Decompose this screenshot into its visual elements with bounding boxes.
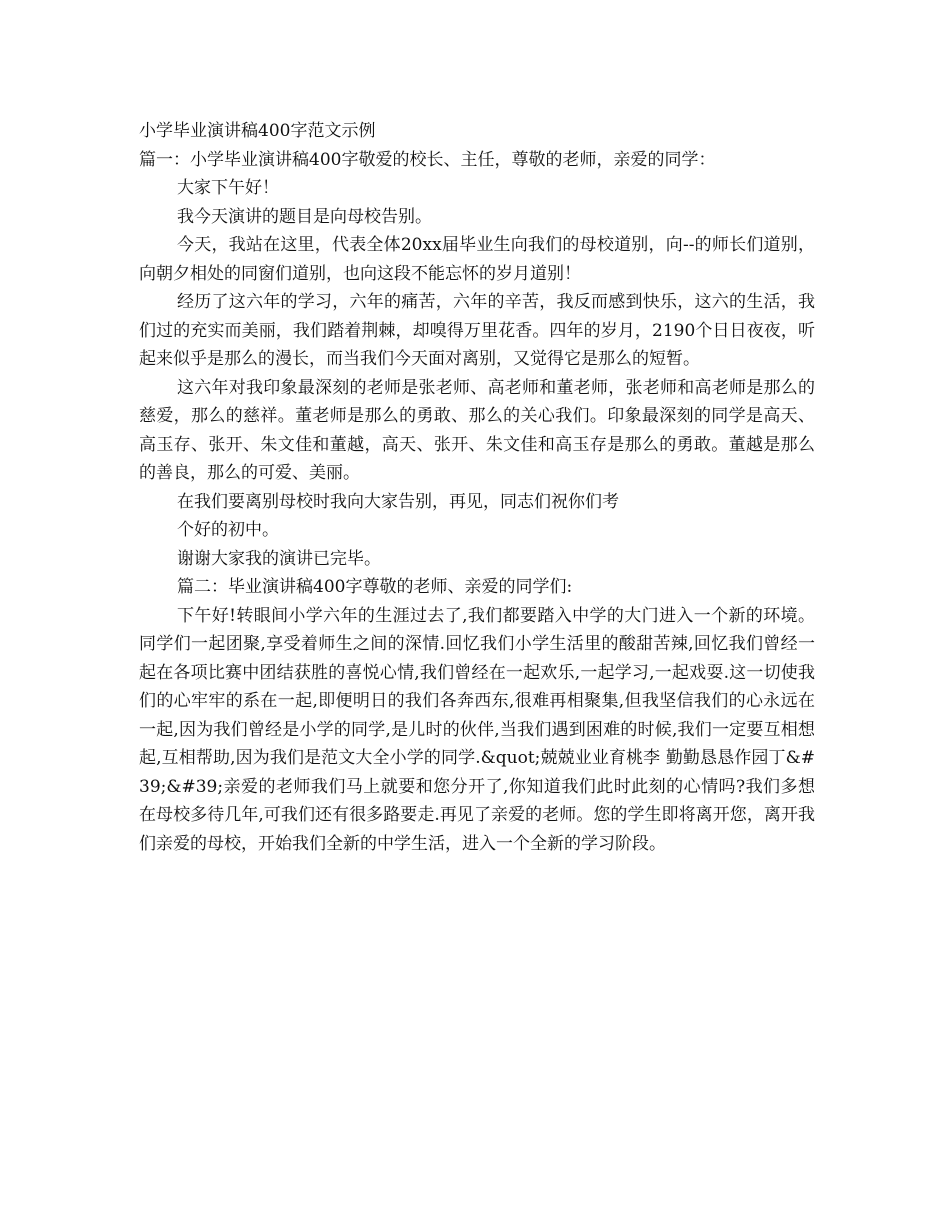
paragraph: 大家下午好！	[177, 178, 279, 198]
section2-heading: 篇二：毕业演讲稿400字尊敬的老师、亲爱的同学们:	[177, 577, 573, 597]
paragraph: 这六年对我印象最深刻的老师是张老师、高老师和董老师，张老师和高老师是那么的慈爱，那么的慈祥。董老师是那么的勇敢、那么的关心我们。印象最深刻的同学是高天、高玉存、张开、朱文佳和董越，高天、张开、朱文佳和高玉存是那么的勇敢。董越是那么的善良，那么的可爱、美丽。	[139, 377, 815, 483]
section2-body: 下午好!转眼间小学六年的生涯过去了,我们都要踏入中学的大门进入一个新的环境。同学们一起团聚,享受着师生之间的深情.回忆我们小学生活里的酸甜苦辣,回忆我们曾经一起在各项比赛中团结获胜的喜悦心情,我们曾经在一起欢乐,一起学习,一起戏耍.这一切使我们的心牢牢的系在一起,即便明日的我们各奔西东,很难再相聚集,但我坚信我们的心永远在一起,因为我们曾经是小学的同学,是儿时的伙伴,当我们遇到困难的时候,我们一定要互相想起,互相帮助,因为我们是范文大全小学的同学.&quot;兢兢业业育桃李 勤勤恳恳作园丁&#39;&#39;亲爱的老师我们马上就要和您分开了,你知道我们此时此刻的心情吗?我们多想在母校多待几年,可我们还有很多路要走.再见了亲爱的老师。您的学生即将离开您，离开我们亲爱的母校，开始我们全新的中学生活，进入一个全新的学习阶段。	[139, 605, 815, 854]
paragraph: 在我们要离别母校时我向大家告别，再见，同志们祝你们考	[177, 491, 619, 512]
paragraph: 我今天演讲的题目是向母校告别。	[177, 206, 432, 227]
document-content	[139, 117, 815, 858]
section1-heading: 篇一：小学毕业演讲稿400字敬爱的校长、主任，尊敬的老师，亲爱的同学：	[139, 149, 716, 170]
paragraph: 个好的初中。	[177, 520, 279, 540]
paragraph: 今天，我站在这里，代表全体20xx届毕业生向我们的母校道别，向--的师长们道别，向朝夕相处的同窗们道别，也向这段不能忘怀的岁月道别！	[139, 235, 815, 284]
document-title: 小学毕业演讲稿400字范文示例	[139, 121, 376, 141]
paragraph: 经历了这六年的学习，六年的痛苦，六年的辛苦，我反而感到快乐，这六的生活，我们过的充实而美丽，我们踏着荆棘，却嗅得万里花香。四年的岁月，2190个日日夜夜，听起来似乎是那么的漫长，而当我们今天面对离别，又觉得它是那么的短暂。	[139, 292, 815, 369]
paragraph: 谢谢大家我的演讲已完毕。	[177, 548, 381, 569]
